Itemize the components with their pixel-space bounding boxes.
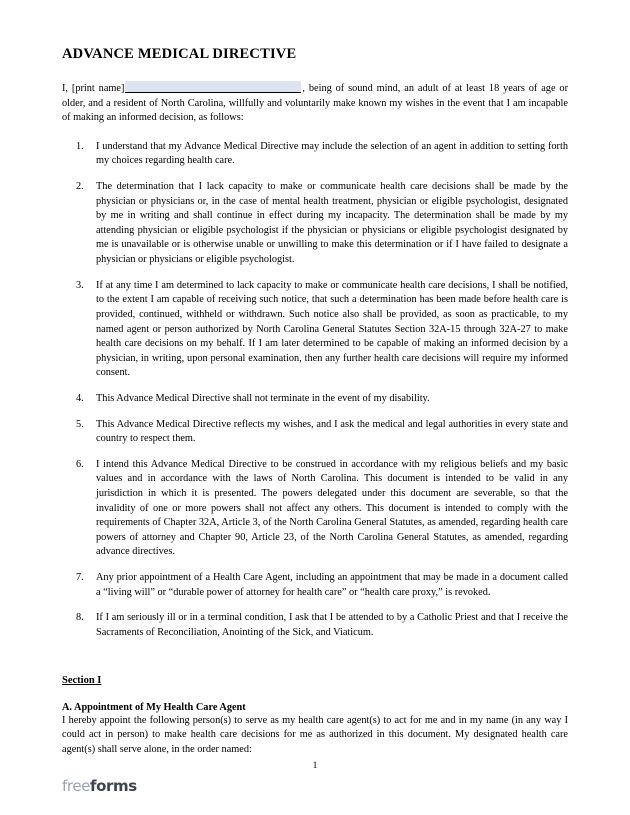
list-item: If at any time I am determined to lack capacity to make or communicate health care decisions, I shall be notified, to the extent I am capable of receiving such notice, that such a determination has been made before health care is provided, continued, withheld or withdrawn. Such notice also shall be provided, as soon as practicable, to my named agent or person authorized by North Carolina General Statutes Section 32A-15 through 32A-27 to make health care decisions on my behalf. If I am later determined to be capable of making an informed decision by a physician, in writing, upon personal examination, then any further health care decisions will require my informed consent. — [96, 279, 568, 379]
list-item: I understand that my Advance Medical Directive may include the selection of an agent in addition to setting forth my choices regarding health care. — [96, 140, 568, 167]
page-number: 1 — [312, 761, 318, 771]
list-item: I intend this Advance Medical Directive to be construed in accordance with my religious beliefs and my basic values and in accordance with the laws of North Carolina. This document is intended to be valid in any jurisdiction in which it is presented. The powers delegated under this document are severable, so that the invalidity of one or more powers shall not affect any others. This document is intended to comply with the requirements of Chapter 32A, Article 3, of the North Carolina General Statutes, as amended, regarding health care powers of attorney and Chapter 90, Article 23, of the North Carolina General Statutes, as amended, regarding advance directives. — [96, 458, 568, 558]
intro-text-before-blank: I, [print name] — [62, 83, 125, 94]
list-item: If I am seriously ill or in a terminal condition, I ask that I be attended to by a Catholic Priest and that I receive the Sacraments of Reconciliation, Anointing of the Sick, and Viaticum. — [96, 612, 568, 638]
intro-text-after-blank: , being of sound mind, an adult of at least 18 years of age or older, and a resident of North Carolina, willfully and voluntarily make known my wishes in the event that I am incapable of making an informed decision, as follows: — [62, 83, 568, 124]
section-heading: Section I — [62, 674, 102, 686]
directive-provisions-list — [62, 140, 568, 641]
logo-part-free: free — [62, 777, 90, 795]
list-item: Any prior appointment of a Health Care Agent, including an appointment that may be made in a document called a “living will” or “durable power of attorney for health care” or “health care proxy,” is revoked. — [96, 572, 568, 598]
list-item: The determination that I lack capacity to make or communicate health care decisions shall be made by the physician or physicians or, in the case of mental health treatment, physician or eligible psychologist, designated by me in writing and shall continue in effect during my incapacity. The determination shall be made by my attending physician or eligible psychologist if the physician or physicians or eligible psychologist designated by me is unavailable or is otherwise unable or unwilling to make this determination or if I have failed to designate a physician or physicians or eligible psychologist. — [96, 181, 568, 266]
subsection-body: I hereby appoint the following person(s) to serve as my health care agent(s) to act for me and in my name (in any way I could act in person) to make health care decisions for me as authorized in this document. My designated health care agent(s) shall serve alone, in the order named: — [62, 714, 568, 755]
page-title: ADVANCE MEDICAL DIRECTIVE — [62, 46, 297, 62]
freeforms-logo — [62, 777, 137, 795]
list-item: This Advance Medical Directive shall not terminate in the event of my disability. — [96, 392, 430, 404]
logo-part-forms: forms — [89, 777, 137, 795]
subsection-heading: A. Appointment of My Health Care Agent — [62, 701, 246, 713]
list-item: This Advance Medical Directive reflects my wishes, and I ask the medical and legal authorities in every state and country to respect them. — [96, 418, 568, 445]
print-name-field[interactable] — [125, 81, 301, 93]
intro-paragraph — [62, 81, 568, 126]
